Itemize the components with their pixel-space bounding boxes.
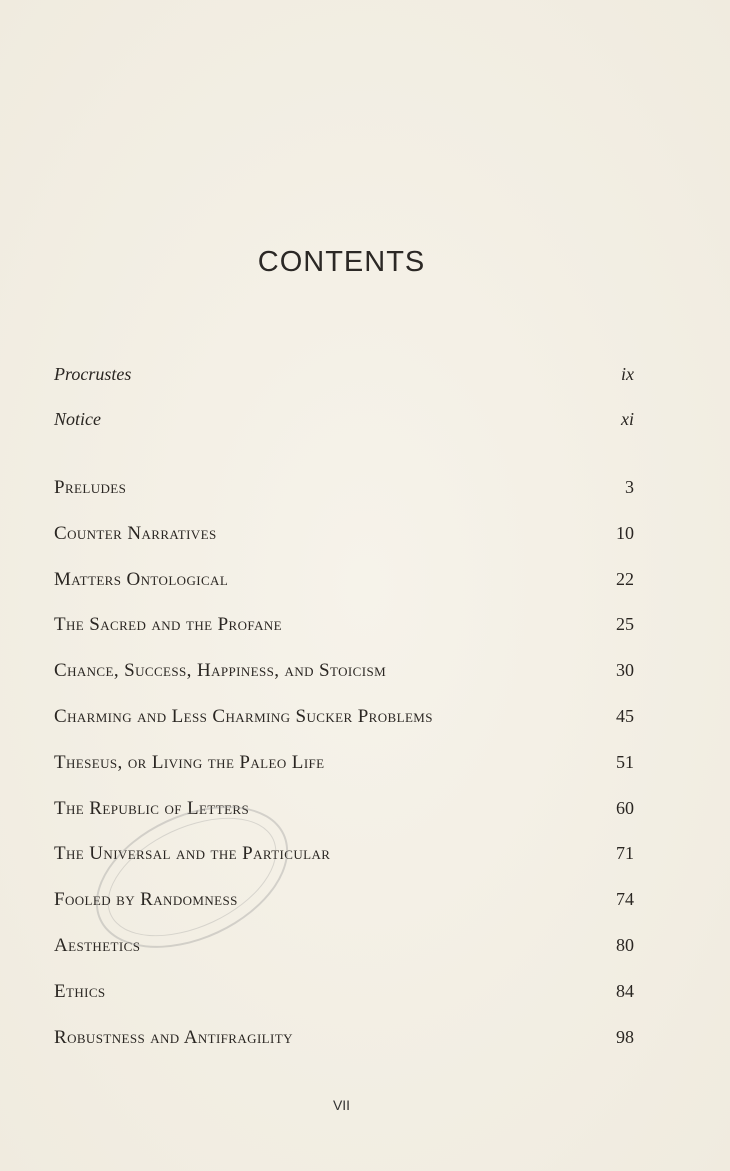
toc-entry-page: 84 — [616, 980, 634, 1001]
toc-entry — [54, 523, 634, 545]
toc-entry-label: The Republic of Letters — [54, 797, 250, 819]
page-title: CONTENTS — [257, 246, 426, 278]
toc-entry-label: Fooled by Randomness — [54, 889, 238, 911]
toc-entry-label: Robustness and Antifragility — [54, 1026, 293, 1048]
toc-entry-label: Counter Narratives — [54, 522, 217, 544]
toc-entry — [54, 614, 634, 636]
toc-entry-label: Matters Ontological — [54, 568, 229, 590]
toc-entry-page: xi — [621, 409, 634, 429]
toc-entry-page: 30 — [616, 660, 634, 681]
toc-entry-label: Theseus, or Living the Paleo Life — [54, 751, 325, 773]
toc-entry-page: 74 — [616, 889, 634, 910]
toc-entry — [54, 409, 634, 430]
toc-entry-label: Charming and Less Charming Sucker Problems — [54, 706, 433, 727]
toc-entry-label: The Universal and the Particular — [54, 843, 331, 865]
toc-entry-label: Ethics — [54, 980, 106, 1002]
toc-entry-page: 80 — [616, 935, 634, 955]
toc-entry-label: Notice — [54, 409, 101, 429]
toc-entry — [54, 1027, 634, 1049]
toc-entry — [54, 477, 634, 499]
toc-entry-label: Chance, Success, Happiness, and Stoicism — [54, 660, 387, 682]
toc-entry-label: The Sacred and the Profane — [54, 614, 283, 636]
toc-entry-page: 25 — [616, 614, 634, 635]
toc-entry-page: 45 — [616, 706, 634, 726]
toc-entry — [54, 364, 634, 385]
toc-entry — [54, 660, 634, 682]
toc-entry — [54, 981, 634, 1003]
toc-entry-page: 71 — [616, 843, 634, 864]
toc-entry-page: 60 — [616, 797, 634, 818]
toc-entry — [54, 569, 634, 591]
toc-entry-label: Procrustes — [54, 364, 132, 384]
toc-entry — [54, 798, 634, 820]
toc-entry-page: 22 — [616, 568, 634, 589]
toc-entry — [54, 706, 634, 728]
toc-entry — [54, 843, 634, 865]
toc-entry-label: Aesthetics — [54, 935, 141, 956]
toc-entry-page: 98 — [616, 1026, 634, 1047]
page-number: VII — [332, 1097, 351, 1113]
toc-entry — [54, 752, 634, 774]
toc-entry-page: 51 — [616, 751, 634, 772]
toc-entry — [54, 935, 634, 957]
toc-entry-page: ix — [621, 364, 634, 384]
toc-entry-label: Preludes — [54, 477, 127, 498]
toc-entry-page: 3 — [625, 477, 634, 497]
toc-entry-page: 10 — [616, 522, 634, 543]
toc-entry — [54, 889, 634, 911]
